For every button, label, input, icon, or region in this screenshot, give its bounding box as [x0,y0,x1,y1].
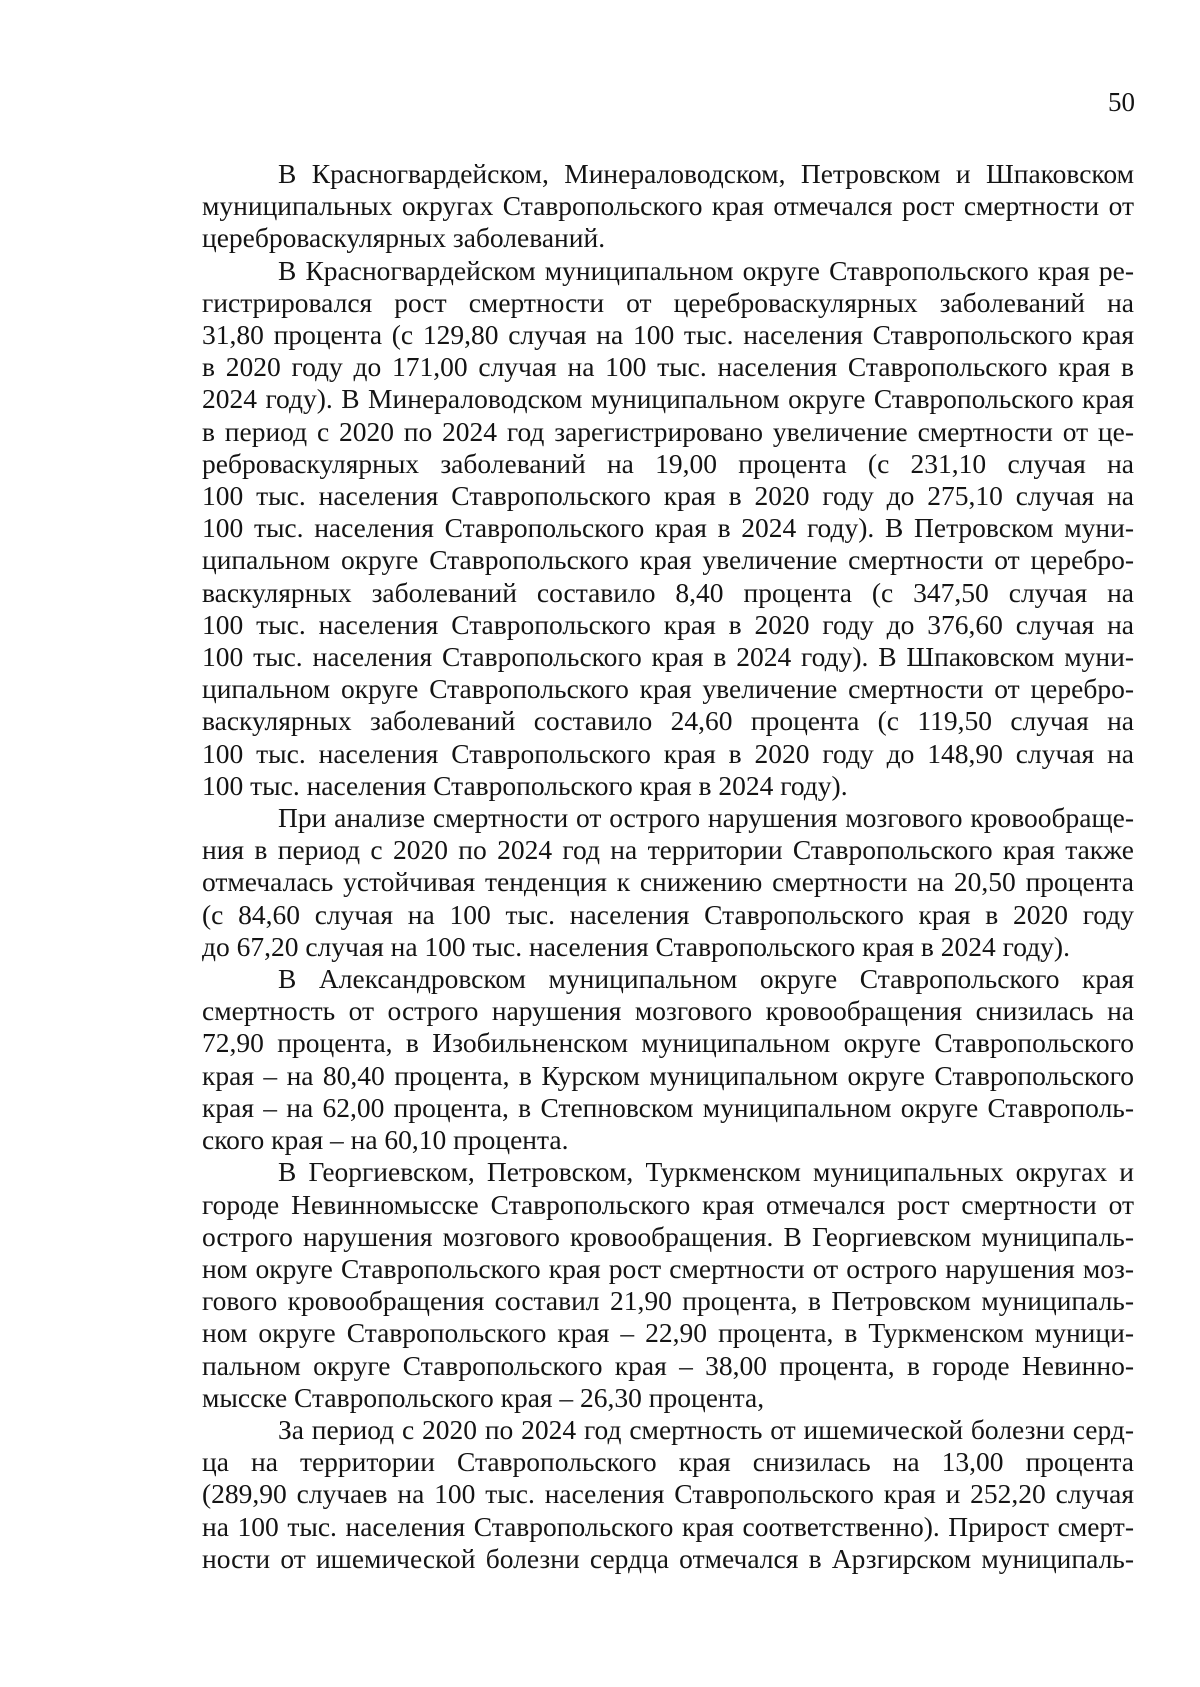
text-line: в период с 2020 по 2024 год зарегистрировано увеличение смертности от це- [202,415,1134,447]
text-line: В Красногвардейском, Минераловодском, Петровском и Шпаковском [278,158,1134,189]
text-line: мысске Ставропольского края – 26,30 процента, [202,1381,765,1413]
text-line: 100 тыс. населения Ставропольского края в 2020 году до 148,90 случая на [202,737,1134,769]
text-line: отмечалась устойчивая тенденция к снижению смертности на 20,50 процента [202,866,1134,898]
text-line: 31,80 процента (с 129,80 случая на 100 тыс. населения Ставропольского края [202,319,1134,351]
text-line: края – на 80,40 процента, в Курском муниципальном округе Ставропольского [202,1059,1134,1091]
text-line: реброваскулярных заболеваний на 19,00 процента (с 231,10 случая на [202,447,1134,479]
text-line: (с 84,60 случая на 100 тыс. населения Ставропольского края в 2020 году [202,898,1134,930]
text-line: 100 тыс. населения Ставропольского края в 2020 году до 275,10 случая на [202,480,1134,512]
text-line: (289,90 случаев на 100 тыс. населения Ставропольского края и 252,20 случая [202,1478,1134,1510]
paragraph-1 [202,158,1134,255]
text-line: 100 тыс. населения Ставропольского края в 2024 году). [202,769,848,801]
text-line: гового кровообращения составил 21,90 процента, в Петровском муниципаль- [202,1285,1134,1317]
text-line: ном округе Ставропольского края рост смертности от острого нарушения моз- [202,1252,1134,1284]
text-line: За период с 2020 по 2024 год смертность от ишемической болезни серд- [278,1413,1134,1445]
text-line: городе Невинномысске Ставропольского края отмечался рост смертности от [202,1188,1134,1220]
paragraph-6 [202,1414,1134,1575]
text-line: ца на территории Ставропольского края снизилась на 13,00 процента [202,1446,1134,1478]
paragraph-2 [202,255,1134,802]
text-line: 100 тыс. населения Ставропольского края в 2020 году до 376,60 случая на [202,608,1134,640]
text-line: пальном округе Ставропольского края – 38,00 процента, в городе Невинно- [202,1349,1134,1381]
text-line: ния в период с 2020 по 2024 год на территории Ставропольского края также [202,834,1134,866]
text-line: В Красногвардейском муниципальном округе Ставропольского края ре- [278,254,1134,286]
text-line: до 67,20 случая на 100 тыс. населения Ставропольского края в 2024 году). [202,930,1070,962]
text-line: острого нарушения мозгового кровообращения. В Георгиевском муниципаль- [202,1220,1134,1252]
text-line: ципальном округе Ставропольского края увеличение смертности от церебро- [202,544,1134,576]
text-line: ского края – на 60,10 процента. [202,1124,569,1156]
paragraph-4 [202,963,1134,1156]
text-line: васкулярных заболеваний составило 24,60 процента (с 119,50 случая на [202,705,1134,737]
text-line: ном округе Ставропольского края – 22,90 процента, в Туркменском муници- [202,1317,1134,1349]
text-line: 2024 году). В Минераловодском муниципальном округе Ставропольского края [202,383,1134,415]
text-line: смертность от острого нарушения мозгового кровообращения снизилась на [202,995,1134,1027]
text-line: 72,90 процента, в Изобильненском муниципальном округе Ставропольского [202,1027,1134,1059]
document-body [202,158,1134,1575]
text-line: в 2020 году до 171,00 случая на 100 тыс. населения Ставропольского края в [202,351,1134,383]
paragraph-3 [202,802,1134,963]
text-line: В Георгиевском, Петровском, Туркменском муниципальных округах и [278,1156,1134,1188]
text-line: васкулярных заболеваний составило 8,40 процента (с 347,50 случая на [202,576,1134,608]
text-line: гистрировался рост смертности от цереброваскулярных заболеваний на [202,286,1134,318]
text-line: При анализе смертности от острого нарушения мозгового кровообраще- [278,802,1134,834]
text-line: В Александровском муниципальном округе Ставропольского края [278,963,1134,995]
text-line: 100 тыс. населения Ставропольского края в 2024 году). В Петровском муни- [202,512,1134,544]
paragraph-5 [202,1156,1134,1414]
page-number: 50 [1108,87,1135,117]
text-line: цереброваскулярных заболеваний. [202,222,606,254]
text-line: муниципальных округах Ставропольского края отмечался рост смертности от [202,190,1134,222]
text-line: на 100 тыс. населения Ставропольского края соответственно). Прирост смерт- [202,1510,1134,1542]
text-line: края – на 62,00 процента, в Степновском муниципальном округе Ставрополь- [202,1091,1134,1123]
text-line: ности от ишемической болезни сердца отмечался в Арзгирском муниципаль- [202,1542,1134,1574]
text-line: ципальном округе Ставропольского края увеличение смертности от церебро- [202,673,1134,705]
text-line: 100 тыс. населения Ставропольского края в 2024 году). В Шпаковском муни- [202,641,1134,673]
